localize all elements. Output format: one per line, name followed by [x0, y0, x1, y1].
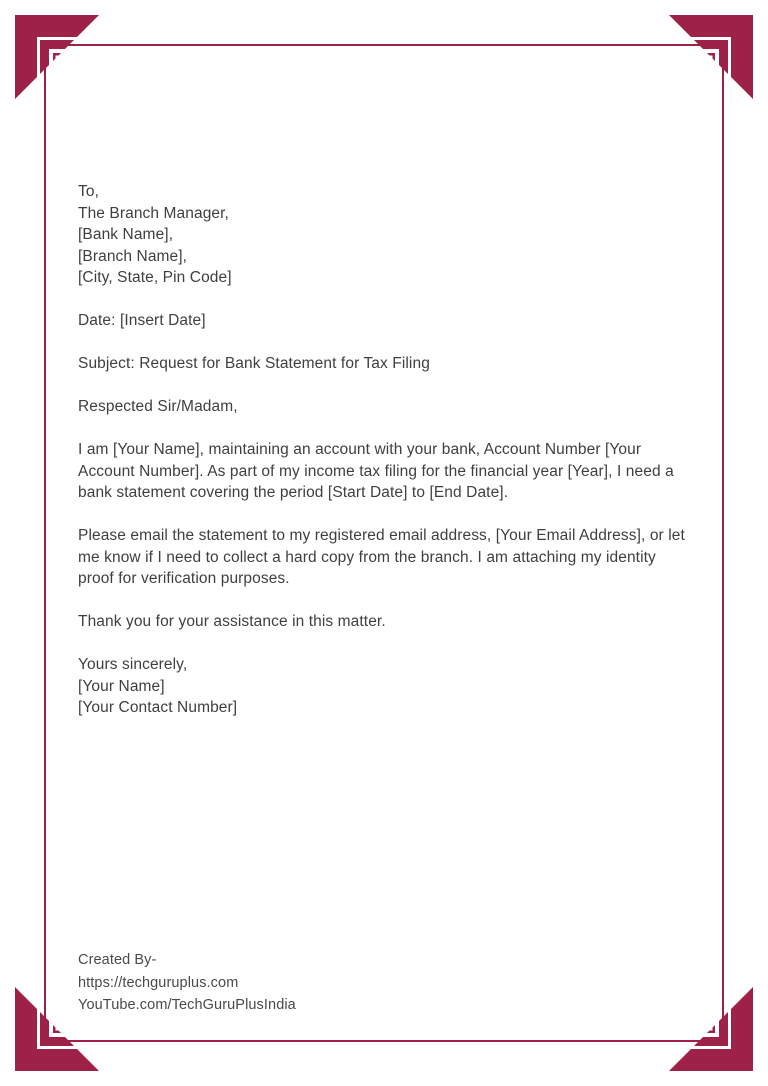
recipient-line: The Branch Manager,: [78, 204, 229, 222]
salutation: Respected Sir/Madam,: [78, 398, 238, 415]
recipient-line: [Branch Name],: [78, 247, 188, 265]
corner-ornament-bottom-right-icon: [658, 976, 768, 1086]
recipient-line: [City, State, Pin Code]: [78, 269, 232, 286]
corner-ornament-top-left-icon: [0, 0, 110, 110]
signature-block: [78, 654, 696, 719]
credit-line: Created By-: [78, 952, 157, 968]
closing-line: Yours sincerely,: [78, 656, 188, 673]
recipient-line: To,: [78, 183, 99, 200]
credit-footer: [78, 949, 296, 1017]
letter-content: [78, 181, 696, 740]
subject-line: Subject: Request for Bank Statement for Tax Filing: [78, 355, 430, 372]
body-paragraph: I am [Your Name], maintaining an account with your bank, Account Number [Your Account Number]. As part of my income tax filing for the financial year [Year], I need a bank statement covering the period [Start Date] to [End Date].: [78, 441, 674, 501]
date-line: Date: [Insert Date]: [78, 312, 206, 329]
body-paragraph: Thank you for your assistance in this matter.: [78, 613, 386, 630]
recipient-line: [Bank Name],: [78, 226, 174, 243]
credit-youtube: YouTube.com/TechGuruPlusIndia: [78, 997, 296, 1013]
body-paragraph: Please email the statement to my registered email address, [Your Email Address], or let me know if I need to collect a hard copy from the branch. I am attaching my identity proof for verification purposes.: [78, 527, 685, 587]
recipient-address-block: [78, 181, 696, 289]
closing-line: [Your Name]: [78, 677, 165, 695]
credit-website: https://techguruplus.com: [78, 974, 239, 991]
corner-ornament-top-right-icon: [658, 0, 768, 110]
closing-line: [Your Contact Number]: [78, 699, 238, 716]
